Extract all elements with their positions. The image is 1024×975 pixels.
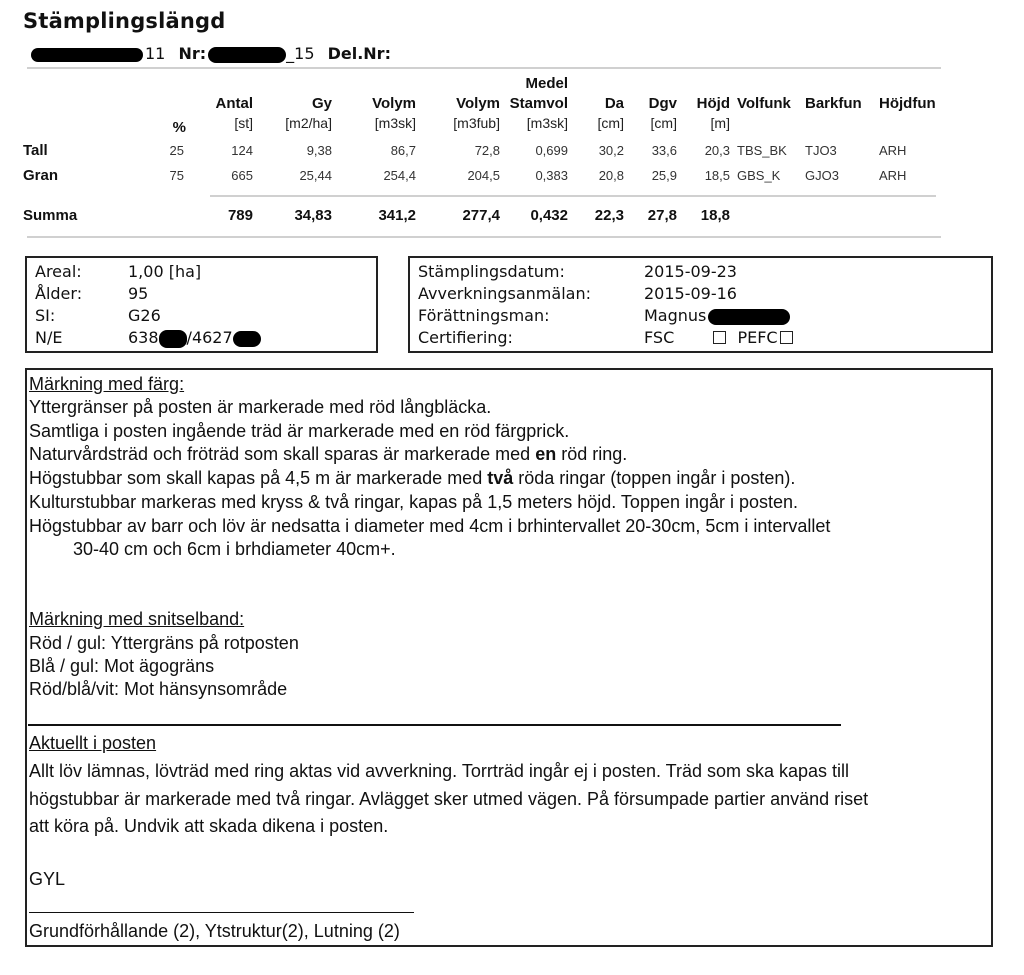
redacted-block bbox=[208, 47, 286, 63]
stand-info-box bbox=[25, 256, 378, 353]
col-header-medel: Medel bbox=[525, 75, 568, 92]
forattningsman-value bbox=[644, 305, 790, 327]
stamplingsdatum-value: 2015-09-23 bbox=[644, 262, 737, 281]
certifiering-options bbox=[644, 327, 793, 349]
emphasis-text: två bbox=[487, 468, 514, 488]
col-header-dgv: Dgv bbox=[648, 95, 677, 112]
terrain-classification: Grundförhållande (2), Ytstruktur(2), Lutning (2) bbox=[29, 921, 400, 941]
farg-line-indented: 30-40 cm och 6cm i brhdiameter 40cm+. bbox=[73, 539, 396, 559]
summary-divider-top bbox=[210, 195, 936, 197]
sum-hojd: 18,8 bbox=[700, 207, 730, 224]
aktuellt-line: Allt löv lämnas, lövträd med ring aktas vid avverkning. Torrträd ingår ej i posten. Träd som ska kapas till bbox=[29, 761, 850, 781]
document-subtitle bbox=[31, 44, 391, 63]
ne-value bbox=[128, 327, 261, 349]
delnr-label: Del.Nr: bbox=[327, 44, 391, 63]
cell-volym-fub: 204,5 bbox=[467, 168, 500, 183]
col-unit-volym-sk: [m3sk] bbox=[374, 115, 416, 131]
col-header-antal: Antal bbox=[215, 95, 253, 112]
document-title: Stämplingslängd bbox=[23, 9, 226, 33]
sum-volym-sk: 341,2 bbox=[378, 207, 416, 224]
forattningsman-name: Magnus bbox=[644, 306, 707, 325]
col-unit-dgv: [cm] bbox=[650, 115, 677, 131]
col-header-da: Da bbox=[604, 95, 624, 112]
snitsel-line: Röd/blå/vit: Mot hänsynsområde bbox=[29, 679, 288, 699]
snitsel-line: Blå / gul: Mot ägogräns bbox=[29, 656, 215, 676]
cell-barkfun: GJO3 bbox=[805, 168, 839, 183]
cell-antal: 665 bbox=[231, 168, 253, 183]
col-header-hojd: Höjd bbox=[696, 95, 730, 112]
farg-line bbox=[29, 443, 627, 466]
col-header-volfunk: Volfunk bbox=[737, 95, 791, 112]
row-label: Tall bbox=[23, 142, 48, 159]
row-label: Gran bbox=[23, 167, 59, 184]
text-segment: röda ringar (toppen ingår i posten). bbox=[513, 468, 796, 488]
stand-suffix: 11 bbox=[145, 44, 166, 63]
text-segment: Högstubbar som skall kapas på 4,5 m är markerade med bbox=[29, 468, 488, 488]
info-areal-value: 1,00 [ha] bbox=[128, 262, 202, 281]
cell-volym-sk: 254,4 bbox=[383, 168, 416, 183]
ne-north: 638 bbox=[128, 328, 159, 347]
cell-hojdfun: ARH bbox=[879, 168, 907, 183]
farg-line: Högstubbar av barr och löv är nedsatta i diameter med 4cm i brhintervallet 20-30cm, 5cm i intervallet bbox=[29, 516, 831, 536]
sum-antal: 789 bbox=[227, 207, 253, 224]
aktuellt-heading: Aktuellt i posten bbox=[29, 733, 157, 753]
cell-percent: 25 bbox=[169, 143, 184, 158]
cell-dgv: 33,6 bbox=[651, 143, 677, 158]
redacted-block bbox=[708, 309, 790, 325]
farg-line: Kulturstubbar markeras med kryss & två ringar, kapas på 1,5 meters höjd. Toppen ingår i posten. bbox=[29, 492, 799, 512]
snitsel-heading: Märkning med snitselband: bbox=[29, 609, 245, 629]
sum-volym-fub: 277,4 bbox=[462, 207, 500, 224]
signature-line bbox=[29, 912, 414, 913]
emphasis-text: en bbox=[535, 444, 557, 464]
alder-label: Ålder: bbox=[35, 284, 83, 303]
col-unit-hojd: [m] bbox=[710, 115, 730, 131]
cell-volfunk: GBS_K bbox=[737, 168, 781, 183]
redacted-block bbox=[159, 330, 187, 348]
farg-line: Yttergränser på posten är markerade med röd långbläcka. bbox=[29, 397, 492, 417]
col-unit-gy: [m2/ha] bbox=[285, 115, 332, 131]
text-segment: röd ring. bbox=[556, 444, 628, 464]
cell-dgv: 25,9 bbox=[651, 168, 677, 183]
avverkningsanmalan-value: 2015-09-16 bbox=[644, 284, 737, 303]
cell-da: 20,8 bbox=[598, 168, 624, 183]
col-header-hojdfun: Höjdfun bbox=[879, 95, 936, 112]
col-unit-da: [cm] bbox=[597, 115, 624, 131]
ne-label: N/E bbox=[35, 328, 63, 347]
col-unit-antal: [st] bbox=[234, 115, 253, 131]
cell-antal: 124 bbox=[231, 143, 253, 158]
cell-volym-sk: 86,7 bbox=[390, 143, 416, 158]
cell-volym-fub: 72,8 bbox=[474, 143, 500, 158]
cell-hojdfun: ARH bbox=[879, 143, 907, 158]
alder-value: 95 bbox=[128, 284, 149, 303]
cell-barkfun: TJO3 bbox=[805, 143, 837, 158]
certifiering-label: Certifiering: bbox=[418, 328, 513, 347]
farg-heading: Märkning med färg: bbox=[29, 374, 185, 394]
forattningsman-label: Förättningsman: bbox=[418, 306, 550, 325]
avverkningsanmalan-label: Avverkningsanmälan: bbox=[418, 284, 591, 303]
col-header-gy: Gy bbox=[311, 95, 332, 112]
notes-box bbox=[25, 368, 993, 947]
col-header-volym-fub: Volym bbox=[456, 95, 500, 112]
pefc-label: PEFC bbox=[737, 328, 778, 347]
fsc-checkbox[interactable] bbox=[713, 331, 726, 344]
summary-divider-bottom bbox=[27, 236, 941, 238]
nr-label: Nr: bbox=[178, 44, 207, 63]
ne-east: /4627 bbox=[186, 328, 233, 347]
areal-label: Areal: bbox=[35, 262, 82, 281]
header-divider bbox=[27, 67, 941, 69]
si-label: SI: bbox=[35, 306, 56, 325]
snitsel-line: Röd / gul: Yttergräns på rotposten bbox=[29, 633, 299, 653]
pefc-checkbox[interactable] bbox=[780, 331, 793, 344]
sum-stamvol: 0,432 bbox=[530, 207, 568, 224]
cell-gy: 9,38 bbox=[306, 143, 332, 158]
cell-hojd: 20,3 bbox=[704, 143, 730, 158]
cell-percent: 75 bbox=[169, 168, 184, 183]
col-unit-volym-fub: [m3fub] bbox=[453, 115, 500, 131]
col-header-stamvol: Stamvol bbox=[509, 95, 568, 112]
cell-volfunk: TBS_BK bbox=[737, 143, 787, 158]
redacted-block bbox=[31, 48, 143, 62]
signature: GYL bbox=[29, 869, 66, 889]
cell-stamvol: 0,383 bbox=[535, 168, 568, 183]
cell-stamvol: 0,699 bbox=[535, 143, 568, 158]
sum-dgv: 27,8 bbox=[647, 207, 677, 224]
text-segment: Naturvårdsträd och fröträd som skall sparas är markerade med bbox=[29, 444, 536, 464]
col-header-percent: % bbox=[172, 119, 186, 136]
farg-line bbox=[29, 467, 795, 490]
marking-info-box bbox=[408, 256, 993, 353]
col-header-volym-sk: Volym bbox=[372, 95, 416, 112]
cell-da: 30,2 bbox=[598, 143, 624, 158]
stamplingsdatum-label: Stämplingsdatum: bbox=[418, 262, 565, 281]
sum-da: 22,3 bbox=[594, 207, 624, 224]
redacted-block bbox=[233, 331, 261, 347]
farg-line: Samtliga i posten ingående träd är markerade med en röd färgprick. bbox=[29, 421, 570, 441]
col-unit-stamvol: [m3sk] bbox=[526, 115, 568, 131]
cell-gy: 25,44 bbox=[299, 168, 332, 183]
cell-hojd: 18,5 bbox=[704, 168, 730, 183]
aktuellt-line: högstubbar är markerade med två ringar. Avlägget sker utmed vägen. På försumpade partier använd riset bbox=[29, 789, 869, 809]
sum-gy: 34,83 bbox=[294, 207, 332, 224]
info-areal bbox=[35, 261, 82, 283]
col-header-barkfun: Barkfun bbox=[805, 95, 862, 112]
summary-label: Summa bbox=[23, 207, 78, 224]
section-divider bbox=[28, 724, 841, 726]
si-value: G26 bbox=[128, 306, 161, 325]
aktuellt-line: att köra på. Undvik att skada dikena i posten. bbox=[29, 816, 389, 836]
nr-suffix: _15 bbox=[286, 44, 315, 63]
fsc-label: FSC bbox=[644, 328, 675, 347]
